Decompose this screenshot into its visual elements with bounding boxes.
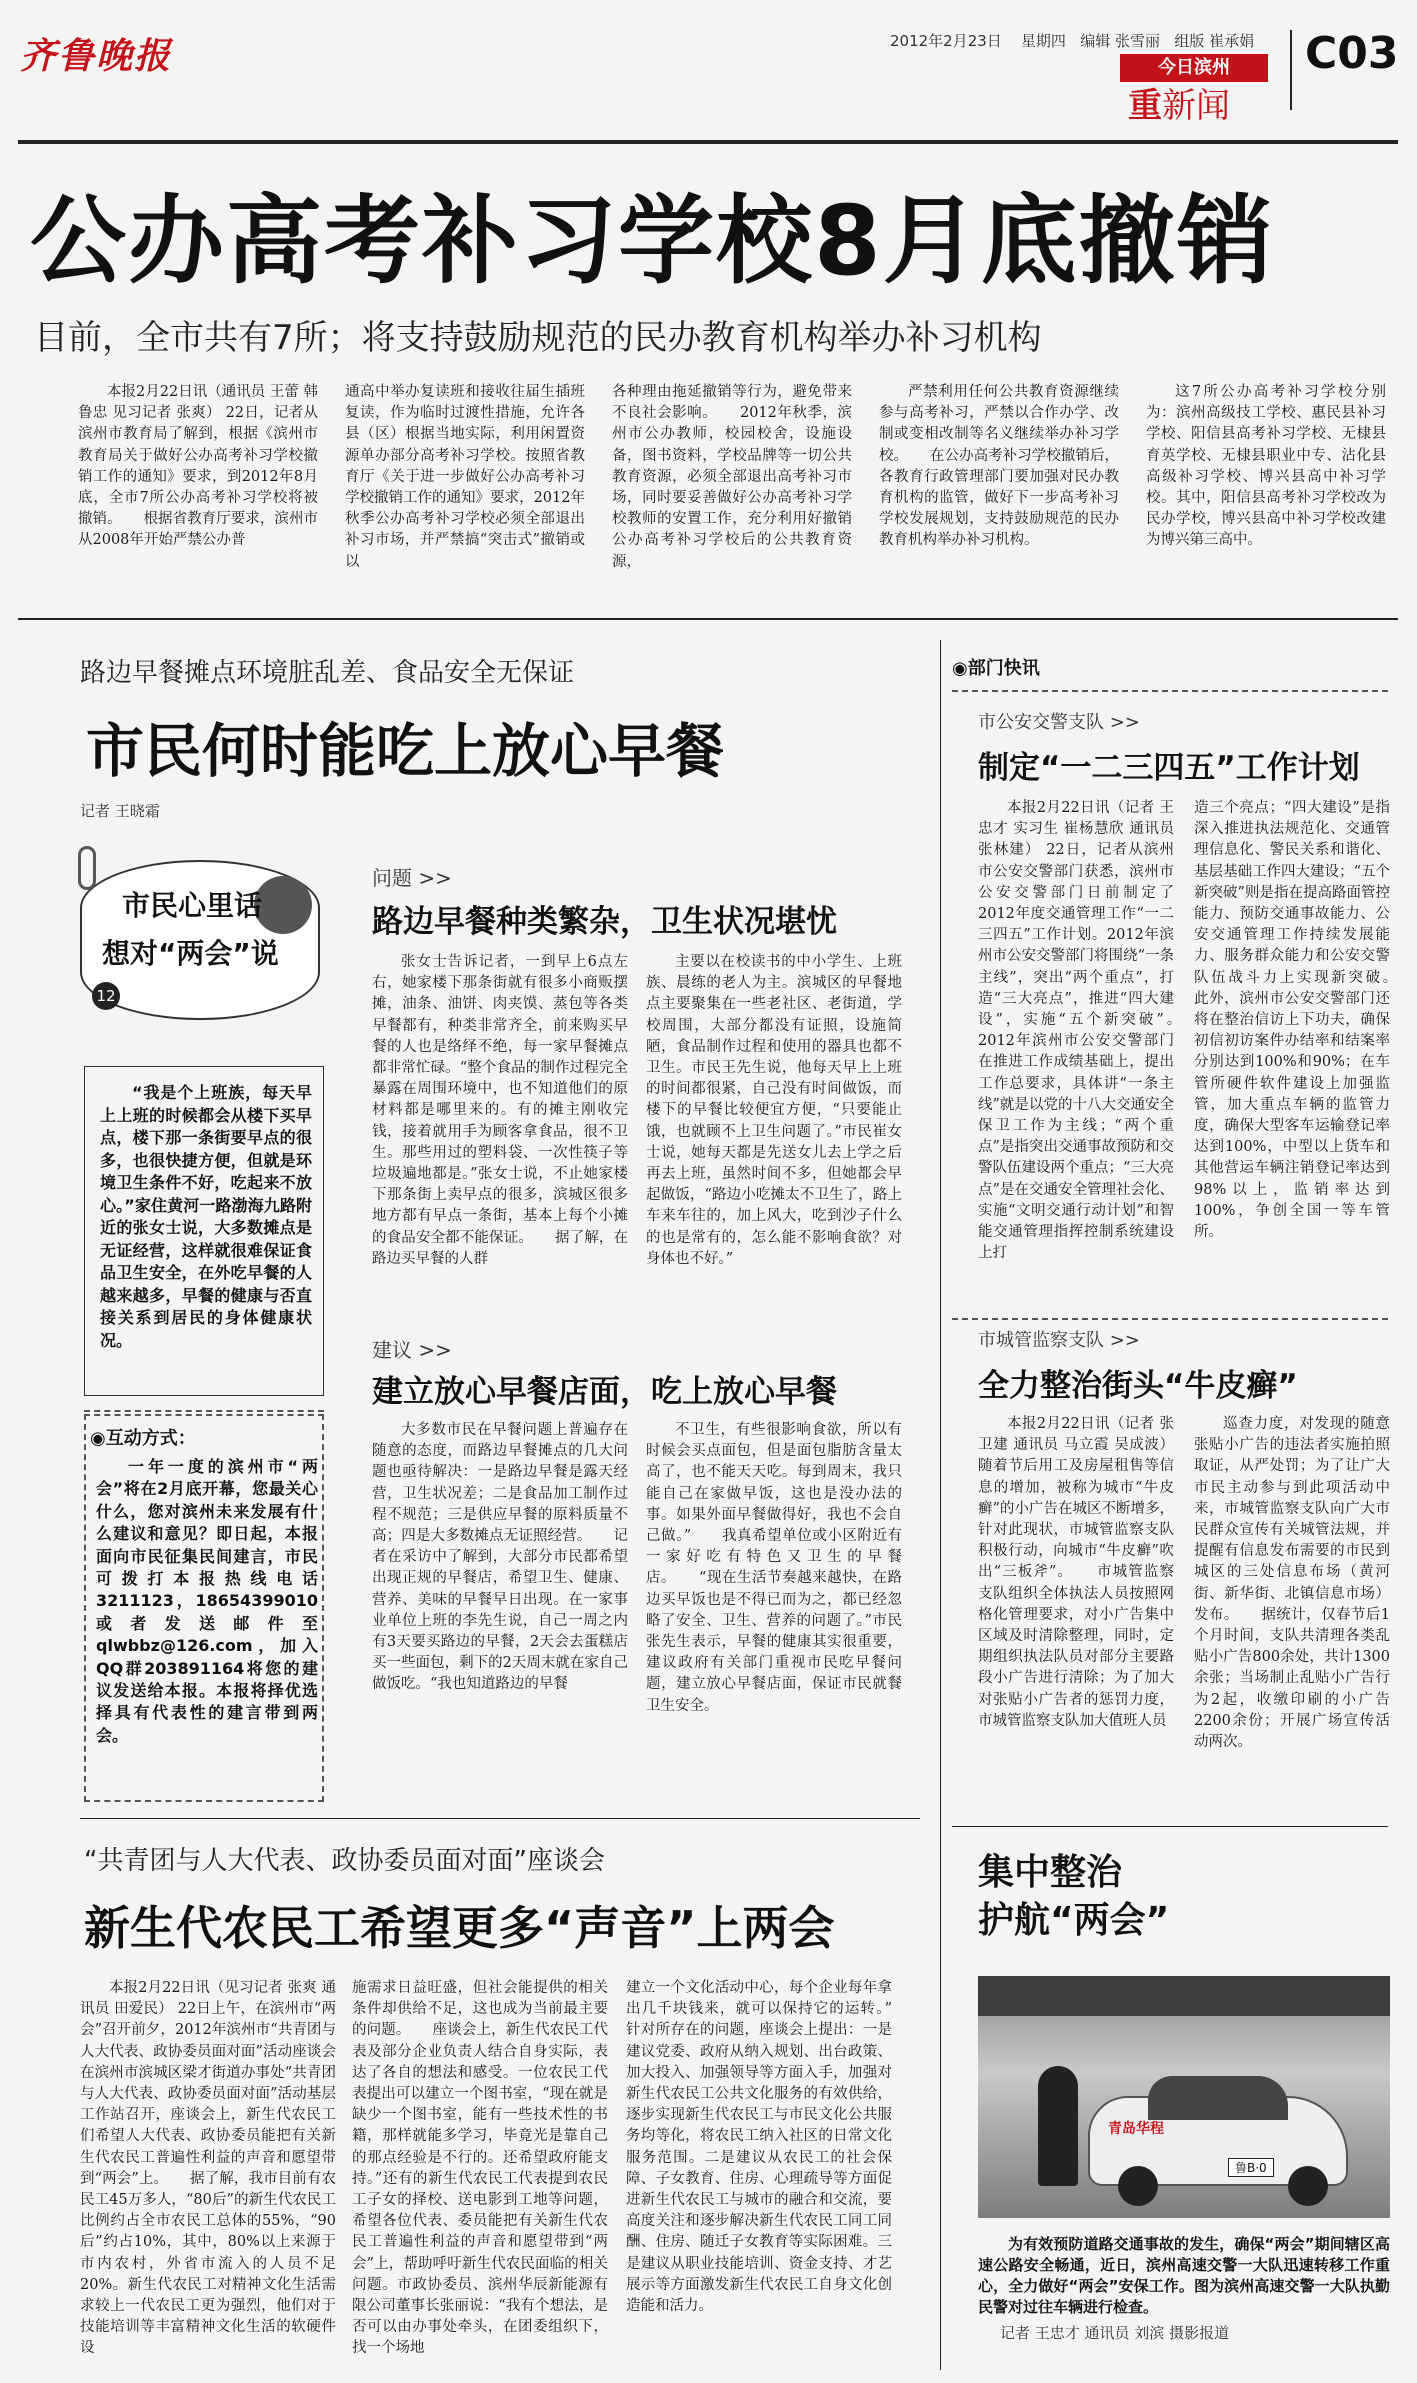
photo-credit: 记者 王忠才 通讯员 刘滨 摄影报道 bbox=[1000, 2324, 1230, 2342]
migrant-col-1: 本报2月22日讯（见习记者 张爽 通讯员 田爱民） 22日上午，在滨州市“两会”召开前夕，2012年滨州市“共青团与人大代表、政协委员面对面”活动座谈会在滨州市滨城区梁才街道办事处“共青团与人大代表、政协委员面对面”活动基层工作站召开，座谈会上，新生代农民工们希望人大代表、政协委员能把有关新生代农民工普遍性利益的声音和愿望带到“两会”上。 据了解，我市目前有农民工45万多人，“80后”的新生代农民工比例约占全市农民工总体的55%，“90后”约占10%，其中，80%以上来源于市内农村，外省市流入的人员不足20%。新生代农民工对精神文化生活需求较上一代农民工更为强烈，他们对于技能培训等丰富精神文化生活的软硬件设 bbox=[80, 1980, 336, 2357]
lead-headline: 公办高考补习学校8月底撤销 bbox=[30, 185, 1275, 297]
police-col-2: 造三个亮点；“四大建设”是指深入推进执法规范化、交通管理信息化、警民关系和谐化、基层基础工作四大建设；“五个新突破”则是指在提高路面管控能力、预防交通事故能力、公安交通管理工作持续发展能力、服务群众能力和公安交警队伍战斗力上实现新突破。 此外，滨州市公安交警部门还将在整治信访上下功夫，确保初信初访案件办结率和结案率分别达到100%和90%；在车管所硬件软件建设上加强监管，加大重点车辆的监管力度，确保大型客车运输登记率达到100%，中型以上货车和其他营运车辆注销登记率达到98%以上，监销率达到100%，争创全国一等车管所。 bbox=[1194, 800, 1390, 1241]
lead-bottom-rule bbox=[18, 618, 1398, 620]
series-badge bbox=[80, 860, 320, 1020]
page-number: C03 bbox=[1305, 28, 1399, 79]
microphone-icon bbox=[254, 876, 312, 934]
breakfast-byline: 记者 王晓霜 bbox=[80, 802, 160, 820]
masthead-rule bbox=[18, 140, 1398, 144]
issue-date: 2012年2月23日 bbox=[890, 32, 1002, 50]
photo-title-2: 护航“两会” bbox=[978, 1900, 1170, 1941]
migrant-headline: 新生代农民工希望更多“声音”上两会 bbox=[84, 1901, 835, 1955]
toll-canopy bbox=[978, 1976, 1390, 2016]
car-brand: 青岛华程 bbox=[1108, 2121, 1164, 2137]
police-headline: 制定“一二三四五”工作计划 bbox=[978, 750, 1360, 786]
urban-col-2: 巡查力度，对发现的随意张贴小广告的违法者实施拍照取证，从严处罚；为了让广大市民主动参与到此项活动中来，市城管监察支队向广大市民群众宣传有关城管法规，并提醒有信息发布需要的市民到城区的三处信息布场（黄河街、新华街、北镇信息市场）发布。 据统计，仅春节后1个月时间，支队共清理各类乱贴小广告800余处，共计1300余张；当场制止乱贴小广告行为2起，收缴印刷的小广告2200余份；开展广场宣传活动两次。 bbox=[1194, 1416, 1390, 1751]
question-col-2: 主要以在校读书的中小学生、上班族、晨练的老人为主。滨城区的早餐地点主要聚集在一些老社区、老街道，学校周围，大部分都没有证照，设施简陋，食品制作过程和使用的器具也都不卫生。市民王先生说，他每天早上上班的时间都很紧，自己没有时间做饭，而楼下的早餐比较便宜方便，“只要能止饿，也就顾不上卫生问题了。”市民崔女士说，她每天都是先送女儿去上学之后再去上班，虽然时间不多，但她都会早起做饭，“路边小吃摊太不卫生了，路上车来车往的，加上风大，吃到沙子什么的也是常有的，怎么能不影响食欲？对身体也不好。” bbox=[646, 954, 902, 1267]
bulletin-tag bbox=[952, 654, 1040, 680]
quote-box bbox=[84, 1066, 324, 1396]
license-plate: 鲁B·0 bbox=[1228, 2158, 1274, 2177]
interact-title-text: 互动方式： bbox=[105, 1428, 196, 1449]
suggestion-tag: 建议 >> bbox=[372, 1338, 452, 1362]
question-tag: 问题 >> bbox=[372, 866, 452, 890]
bulletin-divider-2 bbox=[952, 1318, 1388, 1320]
interact-body: 一年一度的滨州市“两会”将在2月底开幕，您最关心什么，您对滨州未来发展有什么建议和意见？即日起，本报面向市民征集民间建言，市民可拨打本报热线电话3211123，18654399010或者发送邮件至qlwbbz@126.com，加入QQ群203891164将您的建议发送给本报。本报将择优选择具有代表性的建言带到两会。 bbox=[96, 1457, 318, 1745]
bulletin-tag-text: 部门快讯 bbox=[967, 658, 1040, 679]
column-badge: 今日滨州 bbox=[1120, 54, 1268, 82]
bulletin-left-rule bbox=[940, 640, 941, 2370]
lead-col-5: 这7所公办高考补习学校分别为：滨州高级技工学校、惠民县补习学校、阳信县高考补习学校、无棣县育英学校、无棣县职业中专、沾化县高级补习学校、博兴县高中补习学校。其中，阳信县高考补习学校改为民办学校，博兴县高中补习学校改建为博兴第三高中。 bbox=[1146, 384, 1386, 549]
suggestion-subhead: 建立放心早餐店面，吃上放心早餐 bbox=[372, 1374, 837, 1410]
series-title-2: 想对“两会”说 bbox=[102, 937, 279, 970]
suggestion-col-1: 大多数市民在早餐问题上普遍存在随意的态度，而路边早餐摊点的几大问题也亟待解决：一是路边早餐是露天经营，卫生状况差；二是食品加工制作过程不规范；三是供应早餐的原料质量不高；四是大多数摊点无证照经营。 记者在采访中了解到，大部分市民都希望出现正规的早餐店，希望卫生、健康、营养、美味的早餐早日出现。在一家事业单位上班的李先生说，自己一周之内有3天要买路边的早餐，2天会去蛋糕店买一些面包，剩下的2天周末就在家自己做饭吃。“我也知道路边的早餐 bbox=[372, 1422, 628, 1693]
photo-title-1: 集中整治 bbox=[978, 1852, 1123, 1893]
lead-col-2: 通高中举办复读班和接收往届生插班复读，作为临时过渡性措施，允许各县（区）根据当地实际，利用闲置资源单办部分高考补习学校。按照省教育厅《关于进一步做好公办高考补习学校撤销工作的通知》要求，2012年秋季公办高考补习学校必须全部退出补习市场，并严禁搞“突击式”撤销或以 bbox=[345, 384, 585, 570]
bulletin-divider-1 bbox=[952, 690, 1388, 692]
question-col-1: 张女士告诉记者，一到早上6点左右，她家楼下那条街就有很多小商贩摆摊，油条、油饼、肉夹馍、蒸包等各类早餐都有，种类非常齐全，前来购买早餐的人也是络绎不绝，每一家早餐摊点都非常忙碌。“整个食品的制作过程完全暴露在周围环境中，也不知道他们的原材料都是哪里来的。有的摊主刚收完钱，接着就用手为顾客拿食品，很不卫生。那些用过的塑料袋、一次性筷子等垃圾遍地都是。”张女士说，不止她家楼下那条街上卖早点的很多，滨城区很多地方都有早点一条街，基本上每个小摊的食品安全都不能保证。 据了解，在路边买早餐的人群 bbox=[372, 954, 628, 1267]
car-window bbox=[1148, 2076, 1288, 2120]
interact-box bbox=[84, 1414, 324, 1802]
urban-headline: 全力整治街头“牛皮癣” bbox=[978, 1368, 1298, 1404]
masthead-info bbox=[890, 30, 1254, 51]
resident-quote: “我是个上班族，每天早上上班的时候都会从楼下买早点，楼下那一条街要早点的很多，也很快捷方便，但就是环境卫生条件不好，吃起来不放心。”家住黄河一路渤海九路附近的张女士说，大多数摊点是无证经营，这样就很难保证食品卫生安全，在外吃早餐的人越来越多，早餐的健康与否直接关系到居民的身体健康状况。 bbox=[100, 1083, 312, 1350]
breakfast-kicker: 路边早餐摊点环境脏乱差、食品安全无保证 bbox=[80, 658, 575, 688]
question-subhead: 路边早餐种类繁杂，卫生状况堪忧 bbox=[372, 904, 837, 940]
bulletin-bullet-icon: ◉ bbox=[952, 658, 968, 679]
lead-col-1: 本报2月22日讯（通讯员 王蕾 韩鲁忠 见习记者 张爽） 22日，记者从滨州市教育局了解到，根据《滨州市教育局关于做好公办高考补习学校撤销工作的通知》要求，到2012年8月底，全市7所公办高考补习学校将被撤销。 根据省教育厅要求，滨州市从2008年开始严禁公办普 bbox=[78, 384, 318, 549]
migrant-col-3: 建立一个文化活动中心，每个企业每年拿出几千块钱来，就可以保持它的运转。” 针对所存在的问题，座谈会上提出：一是建议党委、政府从纳入规划、出台政策、加大投入、加强领导等方面入手，加强对新生代农民工公共文化服务的有效供给，逐步实现新生代农民工与市民文化公共服务均等化，将农民工纳入社区的日常文化服务范围。二是建议从农民工的社会保障、子女教育、住房、心理疏导等方面促进新生代农民工与城市的融合和交流，要高度关注和逐步解决新生代农民工同工同酬、住房、随迁子女教育等实际困难。三是建议从职业技能培训、资金支持、才艺展示等方面激发新生代农民工自身文化创造能和活力。 bbox=[626, 1980, 892, 2315]
urban-dept-tag: 市城管监察支队 >> bbox=[978, 1330, 1140, 1351]
issue-weekday: 星期四 bbox=[1020, 32, 1066, 50]
migrant-col-2: 施需求日益旺盛，但社会能提供的相关条件却供给不足，这也成为当前最主要的问题。 座谈会上，新生代农民工代表及部分企业负责人结合自身实际，表达了各自的想法和感受。一位农民工代表提出可以建立一个图书室，“现在就是缺少一个图书室，能有一些技术性的书籍，那样就能多学习，毕竟光是靠自己的那点经验是不行的。还希望政府能支持。”还有的新生代农民工代表提到农民工子女的择校、送电影到工地等问题，希望各位代表、委员能把有关新生代农民工普遍性利益的声音和愿望带到“两会”上，帮助呼吁新生代农民面临的相关问题。市政协委员、滨州华辰新能源有限公司董事长张丽说：“我有个想法，是否可以由办事处牵头，在团委组织下，找一个场地 bbox=[352, 1980, 608, 2357]
lead-col-4: 严禁利用任何公共教育资源继续参与高考补习，严禁以合作办学、改制或变相改制等名义继续举办补习学校。 在公办高考补习学校撤销后，各教育行政管理部门要加强对民办教育机构的监管，做好下一步高考补习学校发展规划，支持鼓励规范的民办教育机构举办补习机构。 bbox=[879, 384, 1119, 549]
designer-credit: 组版 崔承娟 bbox=[1174, 32, 1255, 50]
lead-deck: 目前，全市共有7所；将支持鼓励规范的民办教育机构举办补习机构 bbox=[34, 318, 1042, 358]
section-flag-a: 重 bbox=[1128, 86, 1162, 126]
police-col-1: 本报2月22日讯（记者 王忠才 实习生 崔杨慧欣 通讯员 张林建） 22日，记者从滨州市公安交警部门获悉，滨州市公安交警部门日前制定了2012年度交通管理工作“一二三四五”工作计划。2012年滨州市公安交警部门将围绕“一条主线”，突出“两个重点”，打造“三大亮点”，推进“四大建设”，实施“五个新突破”。 2012年滨州市公安交警部门在推进工作成绩基础上，提出工作总要求，具体讲“一条主线”就是以党的十八大交通安全保卫工作为主线；“两个重点”是指突出交通事故预防和交警队伍建设两个重点；“三大亮点”是在交通安全管理社会化、实施“文明交通行动计划”和智能交通管理指挥控制系统建设上打 bbox=[978, 800, 1174, 1262]
migrant-kicker: “共青团与人大代表、政协委员面对面”座谈会 bbox=[84, 1846, 605, 1876]
officer-figure bbox=[1038, 2066, 1078, 2186]
sidebar-divider bbox=[84, 1410, 324, 1412]
clip-icon bbox=[78, 846, 96, 890]
photo-caption: 为有效预防道路交通事故的发生，确保“两会”期间辖区高速公路安全畅通，近日，滨州高速交警一大队迅速转移工作重心，全力做好“两会”安保工作。图为滨州高速交警一大队执勤民警对过往车辆进行检查。 bbox=[978, 2235, 1390, 2316]
suggestion-col-2: 不卫生，有些很影响食欲，所以有时候会买点面包，但是面包脂肪含量太高了，也不能天天吃。每到周末，我只能自己在家做早饭，这也是没办法的事。如果外面早餐做得好，我也不会自己做。” 我真希望单位或小区附近有一家好吃有特色又卫生的早餐店。 “现在生活节奏越来越快，在路边买早饭也是不得已而为之，都已经忽略了安全、卫生、营养的问题了。”市民张先生表示，早餐的健康其实很重要，建议政府有关部门重视市民吃早餐问题，建立放心早餐店面，保证市民就餐卫生安全。 bbox=[646, 1422, 902, 1714]
news-photo bbox=[978, 1976, 1390, 2218]
police-dept-tag: 市公安交警支队 >> bbox=[978, 712, 1140, 733]
breakfast-headline: 市民何时能吃上放心早餐 bbox=[86, 717, 725, 785]
wheel-front bbox=[1118, 2166, 1158, 2206]
section-flag-b: 新闻 bbox=[1162, 86, 1230, 126]
masthead-vrule bbox=[1290, 30, 1292, 110]
series-title-1: 市民心里话 bbox=[122, 889, 263, 922]
lead-col-3: 各种理由拖延撤销等行为，避免带来不良社会影响。 2012年秋季，滨州市公办教师，校园校舍，设施设备，图书资料，学校品牌等一切公共教育资源，必须全部退出高考补习市场，同时要妥善做好公办高考补习学校教师的安置工作，充分利用好撤销公办高考补习学校后的公共教育资源， bbox=[612, 384, 852, 570]
series-number: 12 bbox=[92, 982, 120, 1010]
section-flag bbox=[1128, 84, 1230, 128]
bulletin-divider-3 bbox=[952, 1826, 1388, 1827]
editor-credit: 编辑 张雪丽 bbox=[1080, 32, 1160, 50]
urban-col-1: 本报2月22日讯（记者 张卫建 通讯员 马立霞 吴成波） 随着节后用工及房屋租售等信息的增加，被称为城市“牛皮癣”的小广告在城区不断增多，针对此现状，市城管监察支队积极行动，向城市“牛皮癣”吹出“三板斧”。 市城管监察支队组织全体执法人员按照网格化管理要求，对小广告集中区域及时清除整理，同时，定期组织执法队员对部分主要路段小广告进行清除；为了加大对张贴小广告者的惩罚力度，市城管监察支队加大值班人员 bbox=[978, 1416, 1174, 1729]
wheel-rear bbox=[1288, 2166, 1328, 2206]
interact-bullet-icon: ◉ bbox=[90, 1428, 106, 1449]
paper-logo: 齐鲁晚报 bbox=[20, 35, 173, 77]
breakfast-bottom-rule bbox=[80, 1818, 920, 1819]
